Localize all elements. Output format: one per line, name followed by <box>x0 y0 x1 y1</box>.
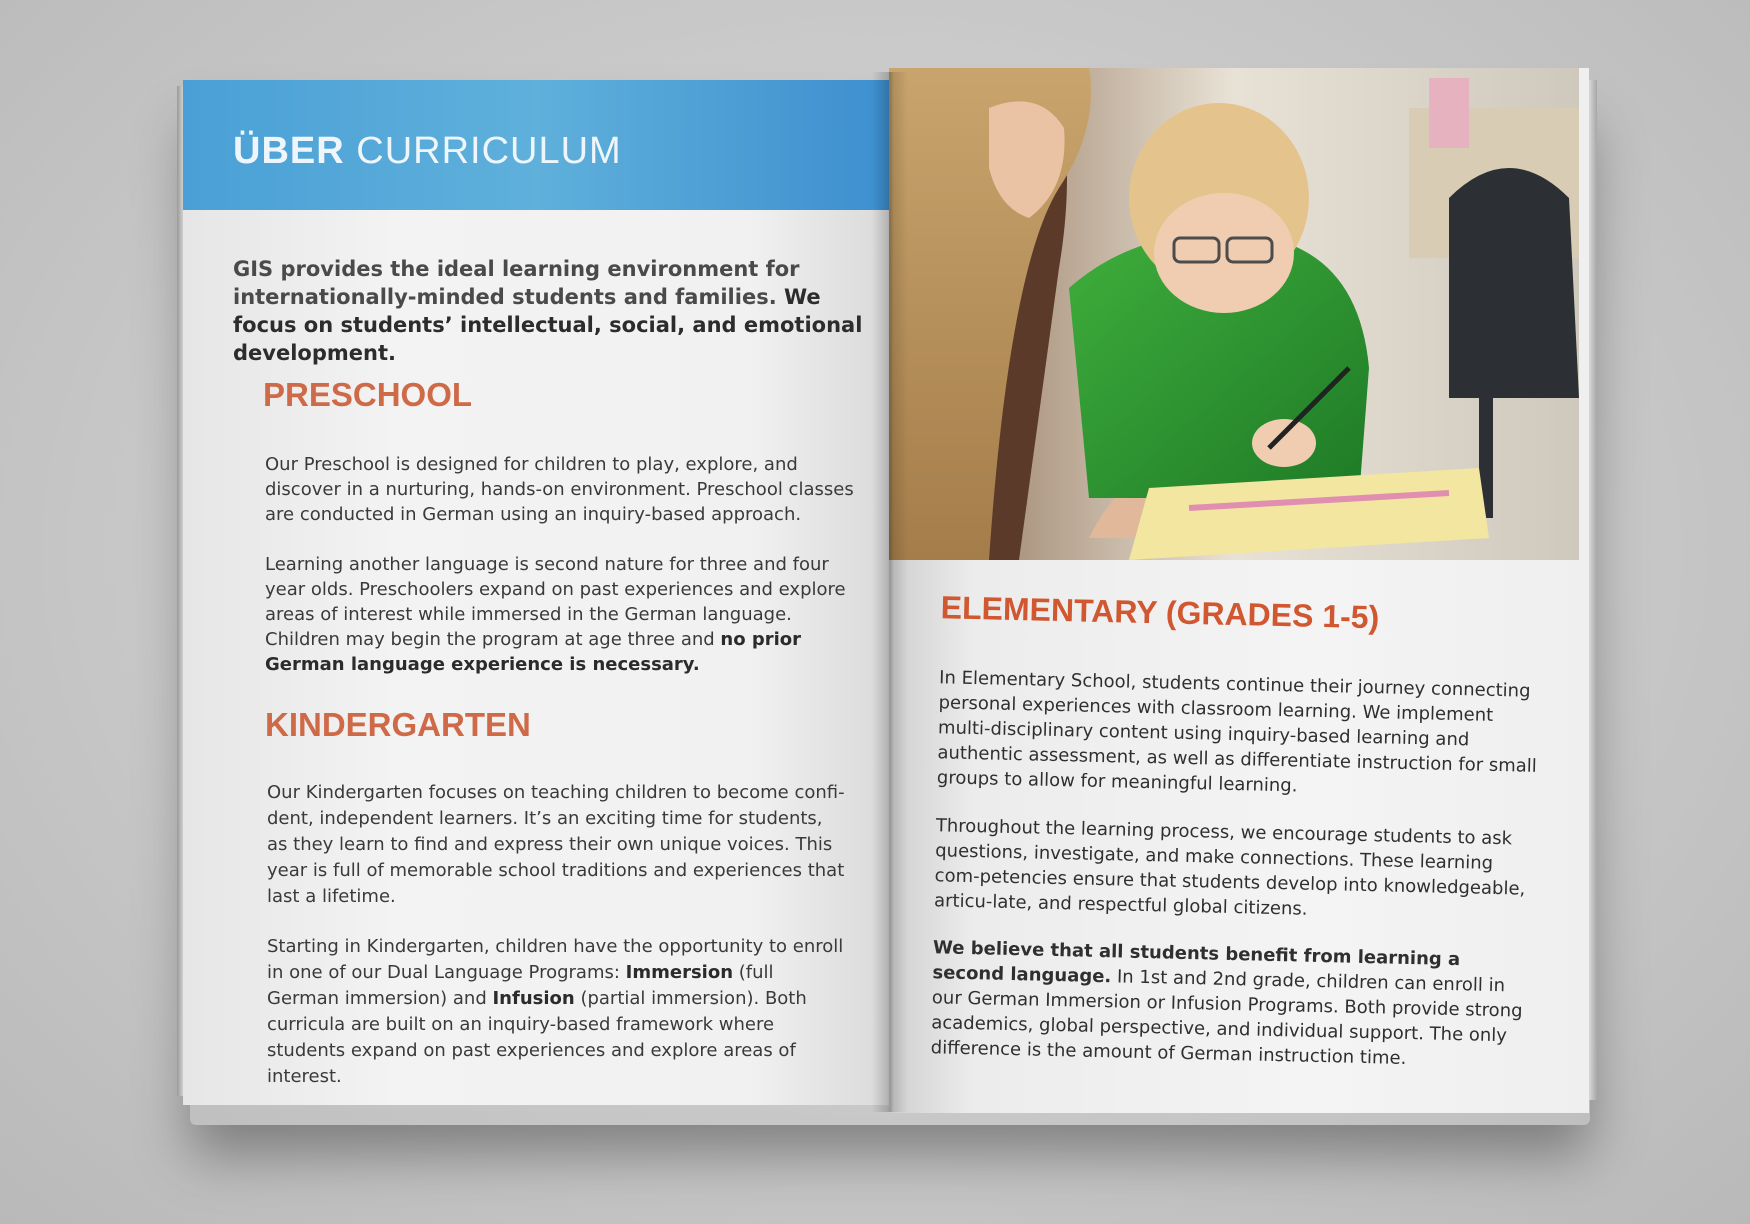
kindergarten-paragraph-2-a: Starting in Kindergarten, children have the opportunity to enroll in one of our Dual Language Programs: <box>267 936 844 983</box>
teacher-and-student-photo <box>889 68 1579 560</box>
preschool-paragraph-2-bold: no prior German language experience is necessary. <box>265 629 802 675</box>
kindergarten-paragraph-2-c: (partial immersion). Both curricula are built on an inquiry-based framework where students expand on past experiences and explore areas of interest. <box>267 988 807 1087</box>
left-page-edge <box>177 86 183 1096</box>
kindergarten-paragraph-2-b: (full German immersion) and <box>267 962 774 1009</box>
banner-title-bold: ÜBER <box>233 130 345 172</box>
curriculum-banner <box>183 80 891 210</box>
intro-part1: GIS provides the ideal learning environment for internationally-minded students and families. <box>233 257 800 309</box>
elementary-paragraph-3-bold: We believe that all students benefit from learning a second language. <box>932 937 1461 988</box>
elementary-paragraph-3-text: In 1st and 2nd grade, children can enroll in our German Immersion or Infusion Programs. Both provide strong academics, global perspective, and individual support. The only difference is the amount of German instruction time. <box>930 966 1523 1069</box>
elementary-heading: ELEMENTARY (GRADES 1-5) <box>940 589 1380 636</box>
left-page <box>183 80 891 1105</box>
preschool-paragraph-2 <box>265 552 865 677</box>
intro-part2: We focus on students’ intellectual, social, and emotional development. <box>233 285 863 365</box>
infusion-term: Infusion <box>492 988 575 1009</box>
kindergarten-paragraph-1: Our Kindergarten focuses on teaching children to become confi-dent, independent learners. It’s an exciting time for students, as they learn to find and express their own unique voices. This year is full of memorable school traditions and experiences that last a lifetime. <box>267 782 845 907</box>
student-hand <box>1252 419 1316 467</box>
intro-paragraph <box>233 255 873 367</box>
classroom-poster <box>1429 78 1469 148</box>
preschool-paragraph-1: Our Preschool is designed for children to play, explore, and discover in a nurturing, hands-on environment. Preschool classes are conducted in German using an inquiry-based approach. <box>265 454 854 525</box>
kindergarten-heading: KINDERGARTEN <box>265 706 531 743</box>
kindergarten-paragraph-2 <box>267 934 847 1090</box>
preschool-heading: PRESCHOOL <box>263 376 473 413</box>
immersion-term: Immersion <box>625 962 734 983</box>
photo-illustration <box>889 68 1579 560</box>
banner-title <box>233 130 622 173</box>
elementary-paragraph-2: Throughout the learning process, we encourage students to ask questions, investigate, and make connections. These learning com-petencies ensure that students develop into knowledgeable, articu-late, and respectful global citizens. <box>933 815 1526 920</box>
right-page-edge <box>1589 80 1597 1100</box>
brochure-spine <box>872 72 908 1112</box>
elementary-paragraph-1: In Elementary School, students continue their journey connecting personal experiences with classroom learning. We implement multi-disciplinary content using inquiry-based learning and authentic assessment, as well as differentiate instruction for small groups to allow for meaningful learning. <box>936 667 1538 797</box>
banner-title-light: CURRICULUM <box>356 130 622 172</box>
preschool-paragraph-2-text: Learning another language is second nature for three and four year olds. Preschoolers expand on past experiences and explore areas of interest while immersed in the German language. Children may begin the program at age three and <box>265 554 846 650</box>
elementary-paragraph-3 <box>931 935 1534 1074</box>
office-chair <box>1449 168 1579 398</box>
